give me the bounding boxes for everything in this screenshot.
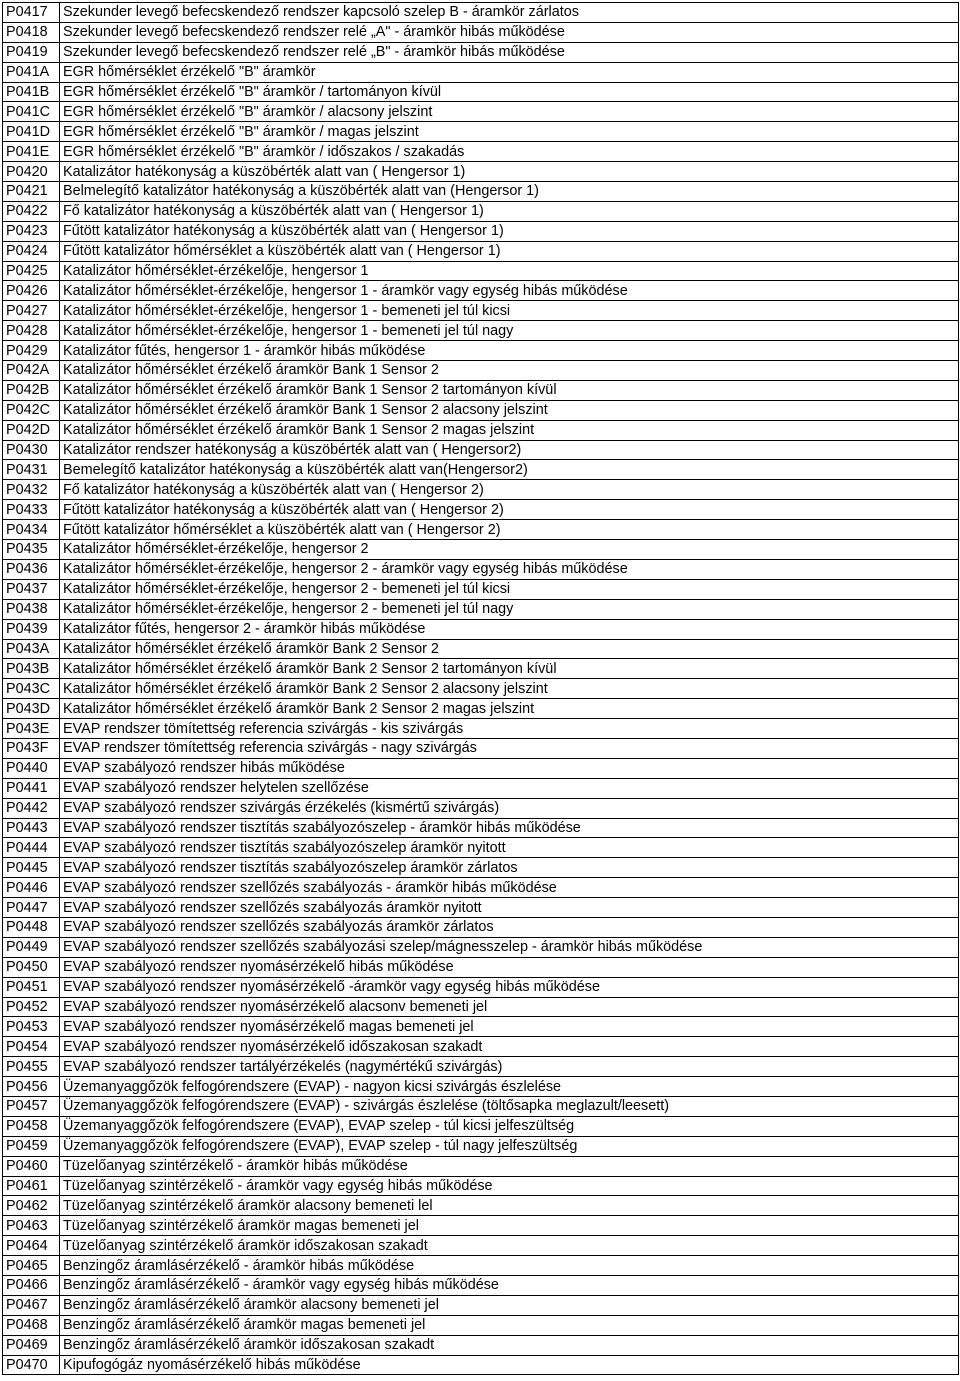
fault-description-cell: Katalizátor hőmérséklet-érzékelője, hengersor 1 - bemeneti jel túl nagy [60,321,959,341]
fault-description-cell: Benzingőz áramlásérzékelő áramkör időszakosan szakadt [60,1335,959,1355]
fault-code-cell: P0417 [3,3,60,23]
fault-description-cell: EVAP szabályozó rendszer helytelen szellőzése [60,778,959,798]
fault-code-cell: P0455 [3,1057,60,1077]
fault-code-cell: P0464 [3,1236,60,1256]
fault-code-table [2,2,959,1375]
fault-code-cell: P0460 [3,1156,60,1176]
table-row [3,1077,959,1097]
table-row [3,1196,959,1216]
fault-code-cell: P0466 [3,1276,60,1296]
table-row [3,858,959,878]
fault-description-cell: Katalizátor hőmérséklet-érzékelője, hengersor 1 - bemeneti jel túl kicsi [60,301,959,321]
table-row [3,500,959,520]
fault-code-cell: P041D [3,122,60,142]
fault-description-cell: Fűtött katalizátor hatékonyság a küszöbérték alatt van ( Hengersor 2) [60,500,959,520]
table-row [3,659,959,679]
fault-description-cell: Üzemanyaggőzök felfogórendszere (EVAP), EVAP szelep - túl kicsi jelfeszültség [60,1116,959,1136]
fault-description-cell: Üzemanyaggőzök felfogórendszere (EVAP), EVAP szelep - túl nagy jelfeszültség [60,1136,959,1156]
fault-description-cell: EVAP szabályozó rendszer szivárgás érzékelés (kismértű szivárgás) [60,798,959,818]
fault-description-cell: Katalizátor hőmérséklet érzékelő áramkör Bank 2 Sensor 2 [60,639,959,659]
table-row [3,917,959,937]
table-row [3,1315,959,1335]
table-row [3,579,959,599]
fault-code-cell: P0461 [3,1176,60,1196]
table-row [3,957,959,977]
fault-description-cell: Katalizátor hőmérséklet-érzékelője, hengersor 2 - áramkör vagy egység hibás működése [60,559,959,579]
fault-description-cell: Katalizátor hőmérséklet-érzékelője, hengersor 1 [60,261,959,281]
table-row [3,162,959,182]
fault-code-cell: P0463 [3,1216,60,1236]
fault-code-cell: P0442 [3,798,60,818]
table-row [3,778,959,798]
fault-description-cell: Katalizátor fűtés, hengersor 2 - áramkör hibás működése [60,619,959,639]
fault-code-cell: P0433 [3,500,60,520]
table-row [3,1176,959,1196]
fault-description-cell: EVAP szabályozó rendszer szellőzés szabályozás áramkör zárlatos [60,917,959,937]
fault-description-cell: Katalizátor hőmérséklet-érzékelője, hengersor 2 - bemeneti jel túl nagy [60,599,959,619]
fault-description-cell: Katalizátor fűtés, hengersor 1 - áramkör hibás működése [60,341,959,361]
fault-code-cell: P042C [3,400,60,420]
fault-description-cell: Szekunder levegő befecskendező rendszer relé „B" - áramkör hibás működése [60,42,959,62]
fault-code-cell: P0462 [3,1196,60,1216]
fault-description-cell: Fűtött katalizátor hőmérséklet a küszöbérték alatt van ( Hengersor 2) [60,520,959,540]
fault-description-cell: Benzingőz áramlásérzékelő - áramkör hibás működése [60,1256,959,1276]
table-row [3,559,959,579]
fault-code-cell: P0458 [3,1116,60,1136]
fault-code-cell: P041C [3,102,60,122]
fault-code-table-body [3,3,959,1375]
fault-code-cell: P0449 [3,937,60,957]
fault-code-cell: P0445 [3,858,60,878]
fault-code-cell: P0437 [3,579,60,599]
table-row [3,380,959,400]
table-row [3,977,959,997]
fault-description-cell: EVAP szabályozó rendszer nyomásérzékelő alacsonv bemeneti jel [60,997,959,1017]
fault-code-cell: P0457 [3,1096,60,1116]
fault-code-cell: P0418 [3,22,60,42]
fault-description-cell: Üzemanyaggőzök felfogórendszere (EVAP) - nagyon kicsi szivárgás észlelése [60,1077,959,1097]
table-row [3,22,959,42]
table-row [3,321,959,341]
fault-description-cell: EVAP szabályozó rendszer szellőzés szabályozási szelep/mágnesszelep - áramkör hibás működése [60,937,959,957]
table-row [3,1355,959,1375]
fault-code-cell: P0440 [3,758,60,778]
fault-description-cell: EVAP szabályozó rendszer nyomásérzékelő időszakosan szakadt [60,1037,959,1057]
fault-description-cell: Fő katalizátor hatékonyság a küszöbérték alatt van ( Hengersor 2) [60,480,959,500]
fault-description-cell: Katalizátor hőmérséklet érzékelő áramkör Bank 1 Sensor 2 magas jelszint [60,420,959,440]
fault-code-cell: P0426 [3,281,60,301]
fault-code-cell: P0432 [3,480,60,500]
fault-description-cell: EVAP szabályozó rendszer szellőzés szabályozás áramkör nyitott [60,898,959,918]
fault-code-cell: P0423 [3,221,60,241]
table-row [3,1276,959,1296]
table-row [3,1037,959,1057]
table-row [3,341,959,361]
fault-code-cell: P043A [3,639,60,659]
fault-description-cell: EGR hőmérséklet érzékelő "B" áramkör / tartományon kívül [60,82,959,102]
fault-description-cell: Katalizátor rendszer hatékonyság a küszöbérték alatt van ( Hengersor2) [60,440,959,460]
fault-description-cell: Belmelegítő katalizátor hatékonyság a küszöbérték alatt van (Hengersor 1) [60,182,959,202]
fault-description-cell: Tüzelőanyag szintérzékelő áramkör alacsony bemeneti lel [60,1196,959,1216]
table-row [3,1256,959,1276]
table-row [3,301,959,321]
table-row [3,520,959,540]
table-row [3,679,959,699]
fault-description-cell: Szekunder levegő befecskendező rendszer relé „A" - áramkör hibás működése [60,22,959,42]
table-row [3,1216,959,1236]
fault-description-cell: EVAP szabályozó rendszer tisztítás szabályozószelep áramkör nyitott [60,838,959,858]
table-row [3,540,959,560]
fault-code-cell: P0451 [3,977,60,997]
table-row [3,619,959,639]
fault-description-cell: Katalizátor hőmérséklet érzékelő áramkör Bank 2 Sensor 2 tartományon kívül [60,659,959,679]
table-row [3,798,959,818]
table-row [3,241,959,261]
fault-description-cell: Fűtött katalizátor hatékonyság a küszöbérték alatt van ( Hengersor 1) [60,221,959,241]
fault-description-cell: Benzingőz áramlásérzékelő - áramkör vagy egység hibás működése [60,1276,959,1296]
table-row [3,361,959,381]
fault-description-cell: Bemelegítő katalizátor hatékonyság a küszöbérték alatt van(Hengersor2) [60,460,959,480]
fault-code-cell: P0441 [3,778,60,798]
fault-description-cell: Benzingőz áramlásérzékelő áramkör alacsony bemeneti jel [60,1295,959,1315]
fault-description-cell: Katalizátor hőmérséklet-érzékelője, hengersor 2 - bemeneti jel túl kicsi [60,579,959,599]
fault-code-cell: P0469 [3,1335,60,1355]
fault-description-cell: Katalizátor hatékonyság a küszöbérték alatt van ( Hengersor 1) [60,162,959,182]
table-row [3,818,959,838]
fault-code-cell: P0452 [3,997,60,1017]
fault-code-cell: P0456 [3,1077,60,1097]
fault-description-cell: EVAP szabályozó rendszer nyomásérzékelő hibás működése [60,957,959,977]
fault-description-cell: EVAP rendszer tömítettség referencia szivárgás - kis szivárgás [60,719,959,739]
fault-code-cell: P0420 [3,162,60,182]
table-row [3,221,959,241]
fault-code-cell: P043B [3,659,60,679]
fault-code-cell: P0419 [3,42,60,62]
fault-code-cell: P0447 [3,898,60,918]
fault-code-cell: P042D [3,420,60,440]
table-row [3,898,959,918]
fault-code-cell: P041A [3,62,60,82]
table-row [3,142,959,162]
fault-description-cell: EGR hőmérséklet érzékelő "B" áramkör / magas jelszint [60,122,959,142]
fault-code-cell: P0454 [3,1037,60,1057]
table-row [3,201,959,221]
fault-description-cell: Üzemanyaggőzök felfogórendszere (EVAP) - szivárgás észlelése (töltősapka meglazult/leesett) [60,1096,959,1116]
fault-code-cell: P0434 [3,520,60,540]
fault-code-cell: P0468 [3,1315,60,1335]
fault-description-cell: EVAP szabályozó rendszer nyomásérzékelő -áramkör vagy egység hibás működése [60,977,959,997]
fault-code-cell: P0465 [3,1256,60,1276]
fault-code-cell: P0453 [3,1017,60,1037]
fault-code-cell: P0429 [3,341,60,361]
fault-description-cell: EVAP szabályozó rendszer tartályérzékelés (nagymértékű szivárgás) [60,1057,959,1077]
fault-description-cell: Katalizátor hőmérséklet érzékelő áramkör Bank 1 Sensor 2 tartományon kívül [60,380,959,400]
fault-code-cell: P0422 [3,201,60,221]
table-row [3,480,959,500]
fault-description-cell: Katalizátor hőmérséklet érzékelő áramkör Bank 1 Sensor 2 alacsony jelszint [60,400,959,420]
table-row [3,699,959,719]
fault-code-sheet [2,2,958,1375]
fault-code-cell: P042B [3,380,60,400]
fault-description-cell: Katalizátor hőmérséklet-érzékelője, hengersor 2 [60,540,959,560]
fault-description-cell: Szekunder levegő befecskendező rendszer kapcsoló szelep B - áramkör zárlatos [60,3,959,23]
table-row [3,102,959,122]
fault-description-cell: Benzingőz áramlásérzékelő áramkör magas bemeneti jel [60,1315,959,1335]
fault-code-cell: P043E [3,719,60,739]
fault-description-cell: EGR hőmérséklet érzékelő "B" áramkör / időszakos / szakadás [60,142,959,162]
table-row [3,878,959,898]
fault-description-cell: EVAP szabályozó rendszer tisztítás szabályozószelep - áramkör hibás működése [60,818,959,838]
table-row [3,182,959,202]
fault-code-cell: P0428 [3,321,60,341]
fault-description-cell: EVAP szabályozó rendszer tisztítás szabályozószelep áramkör zárlatos [60,858,959,878]
fault-code-cell: P0425 [3,261,60,281]
fault-code-cell: P041B [3,82,60,102]
table-row [3,719,959,739]
fault-description-cell: Tüzelőanyag szintérzékelő - áramkör vagy egység hibás működése [60,1176,959,1196]
table-row [3,281,959,301]
fault-code-cell: P0443 [3,818,60,838]
table-row [3,599,959,619]
fault-description-cell: EVAP szabályozó rendszer hibás működése [60,758,959,778]
table-row [3,937,959,957]
fault-code-cell: P0446 [3,878,60,898]
fault-code-cell: P0467 [3,1295,60,1315]
fault-code-cell: P0435 [3,540,60,560]
fault-description-cell: EVAP rendszer tömítettség referencia szivárgás - nagy szivárgás [60,738,959,758]
table-row [3,460,959,480]
fault-code-cell: P0424 [3,241,60,261]
fault-description-cell: Tüzelőanyag szintérzékelő - áramkör hibás működése [60,1156,959,1176]
table-row [3,1335,959,1355]
table-row [3,1096,959,1116]
table-row [3,758,959,778]
fault-description-cell: Katalizátor hőmérséklet érzékelő áramkör Bank 2 Sensor 2 alacsony jelszint [60,679,959,699]
fault-code-cell: P0470 [3,1355,60,1375]
table-row [3,997,959,1017]
fault-description-cell: Tüzelőanyag szintérzékelő áramkör magas bemeneti jel [60,1216,959,1236]
fault-code-cell: P0444 [3,838,60,858]
table-row [3,42,959,62]
fault-code-cell: P043D [3,699,60,719]
table-row [3,1136,959,1156]
table-row [3,62,959,82]
table-row [3,122,959,142]
fault-code-cell: P042A [3,361,60,381]
fault-code-cell: P041E [3,142,60,162]
fault-description-cell: Fűtött katalizátor hőmérséklet a küszöbérték alatt van ( Hengersor 1) [60,241,959,261]
table-row [3,1057,959,1077]
fault-description-cell: EGR hőmérséklet érzékelő "B" áramkör / alacsony jelszint [60,102,959,122]
table-row [3,82,959,102]
table-row [3,838,959,858]
fault-description-cell: Katalizátor hőmérséklet-érzékelője, hengersor 1 - áramkör vagy egység hibás működése [60,281,959,301]
fault-code-cell: P043F [3,738,60,758]
table-row [3,400,959,420]
fault-code-cell: P0430 [3,440,60,460]
fault-code-cell: P0421 [3,182,60,202]
table-row [3,639,959,659]
table-row [3,440,959,460]
table-row [3,1295,959,1315]
fault-code-cell: P0438 [3,599,60,619]
fault-description-cell: Kipufogógáz nyomásérzékelő hibás működése [60,1355,959,1375]
fault-code-cell: P0450 [3,957,60,977]
fault-code-cell: P0427 [3,301,60,321]
table-row [3,420,959,440]
table-row [3,1156,959,1176]
fault-code-cell: P0439 [3,619,60,639]
fault-description-cell: Katalizátor hőmérséklet érzékelő áramkör Bank 2 Sensor 2 magas jelszint [60,699,959,719]
fault-description-cell: Tüzelőanyag szintérzékelő áramkör időszakosan szakadt [60,1236,959,1256]
fault-code-cell: P0459 [3,1136,60,1156]
table-row [3,1236,959,1256]
table-row [3,738,959,758]
fault-description-cell: Fő katalizátor hatékonyság a küszöbérték alatt van ( Hengersor 1) [60,201,959,221]
fault-code-cell: P0431 [3,460,60,480]
table-row [3,261,959,281]
fault-code-cell: P0436 [3,559,60,579]
table-row [3,1017,959,1037]
fault-description-cell: Katalizátor hőmérséklet érzékelő áramkör Bank 1 Sensor 2 [60,361,959,381]
fault-description-cell: EVAP szabályozó rendszer nyomásérzékelő magas bemeneti jel [60,1017,959,1037]
fault-code-cell: P0448 [3,917,60,937]
fault-description-cell: EVAP szabályozó rendszer szellőzés szabályozás - áramkör hibás működése [60,878,959,898]
fault-code-cell: P043C [3,679,60,699]
table-row [3,3,959,23]
table-row [3,1116,959,1136]
fault-description-cell: EGR hőmérséklet érzékelő "B" áramkör [60,62,959,82]
